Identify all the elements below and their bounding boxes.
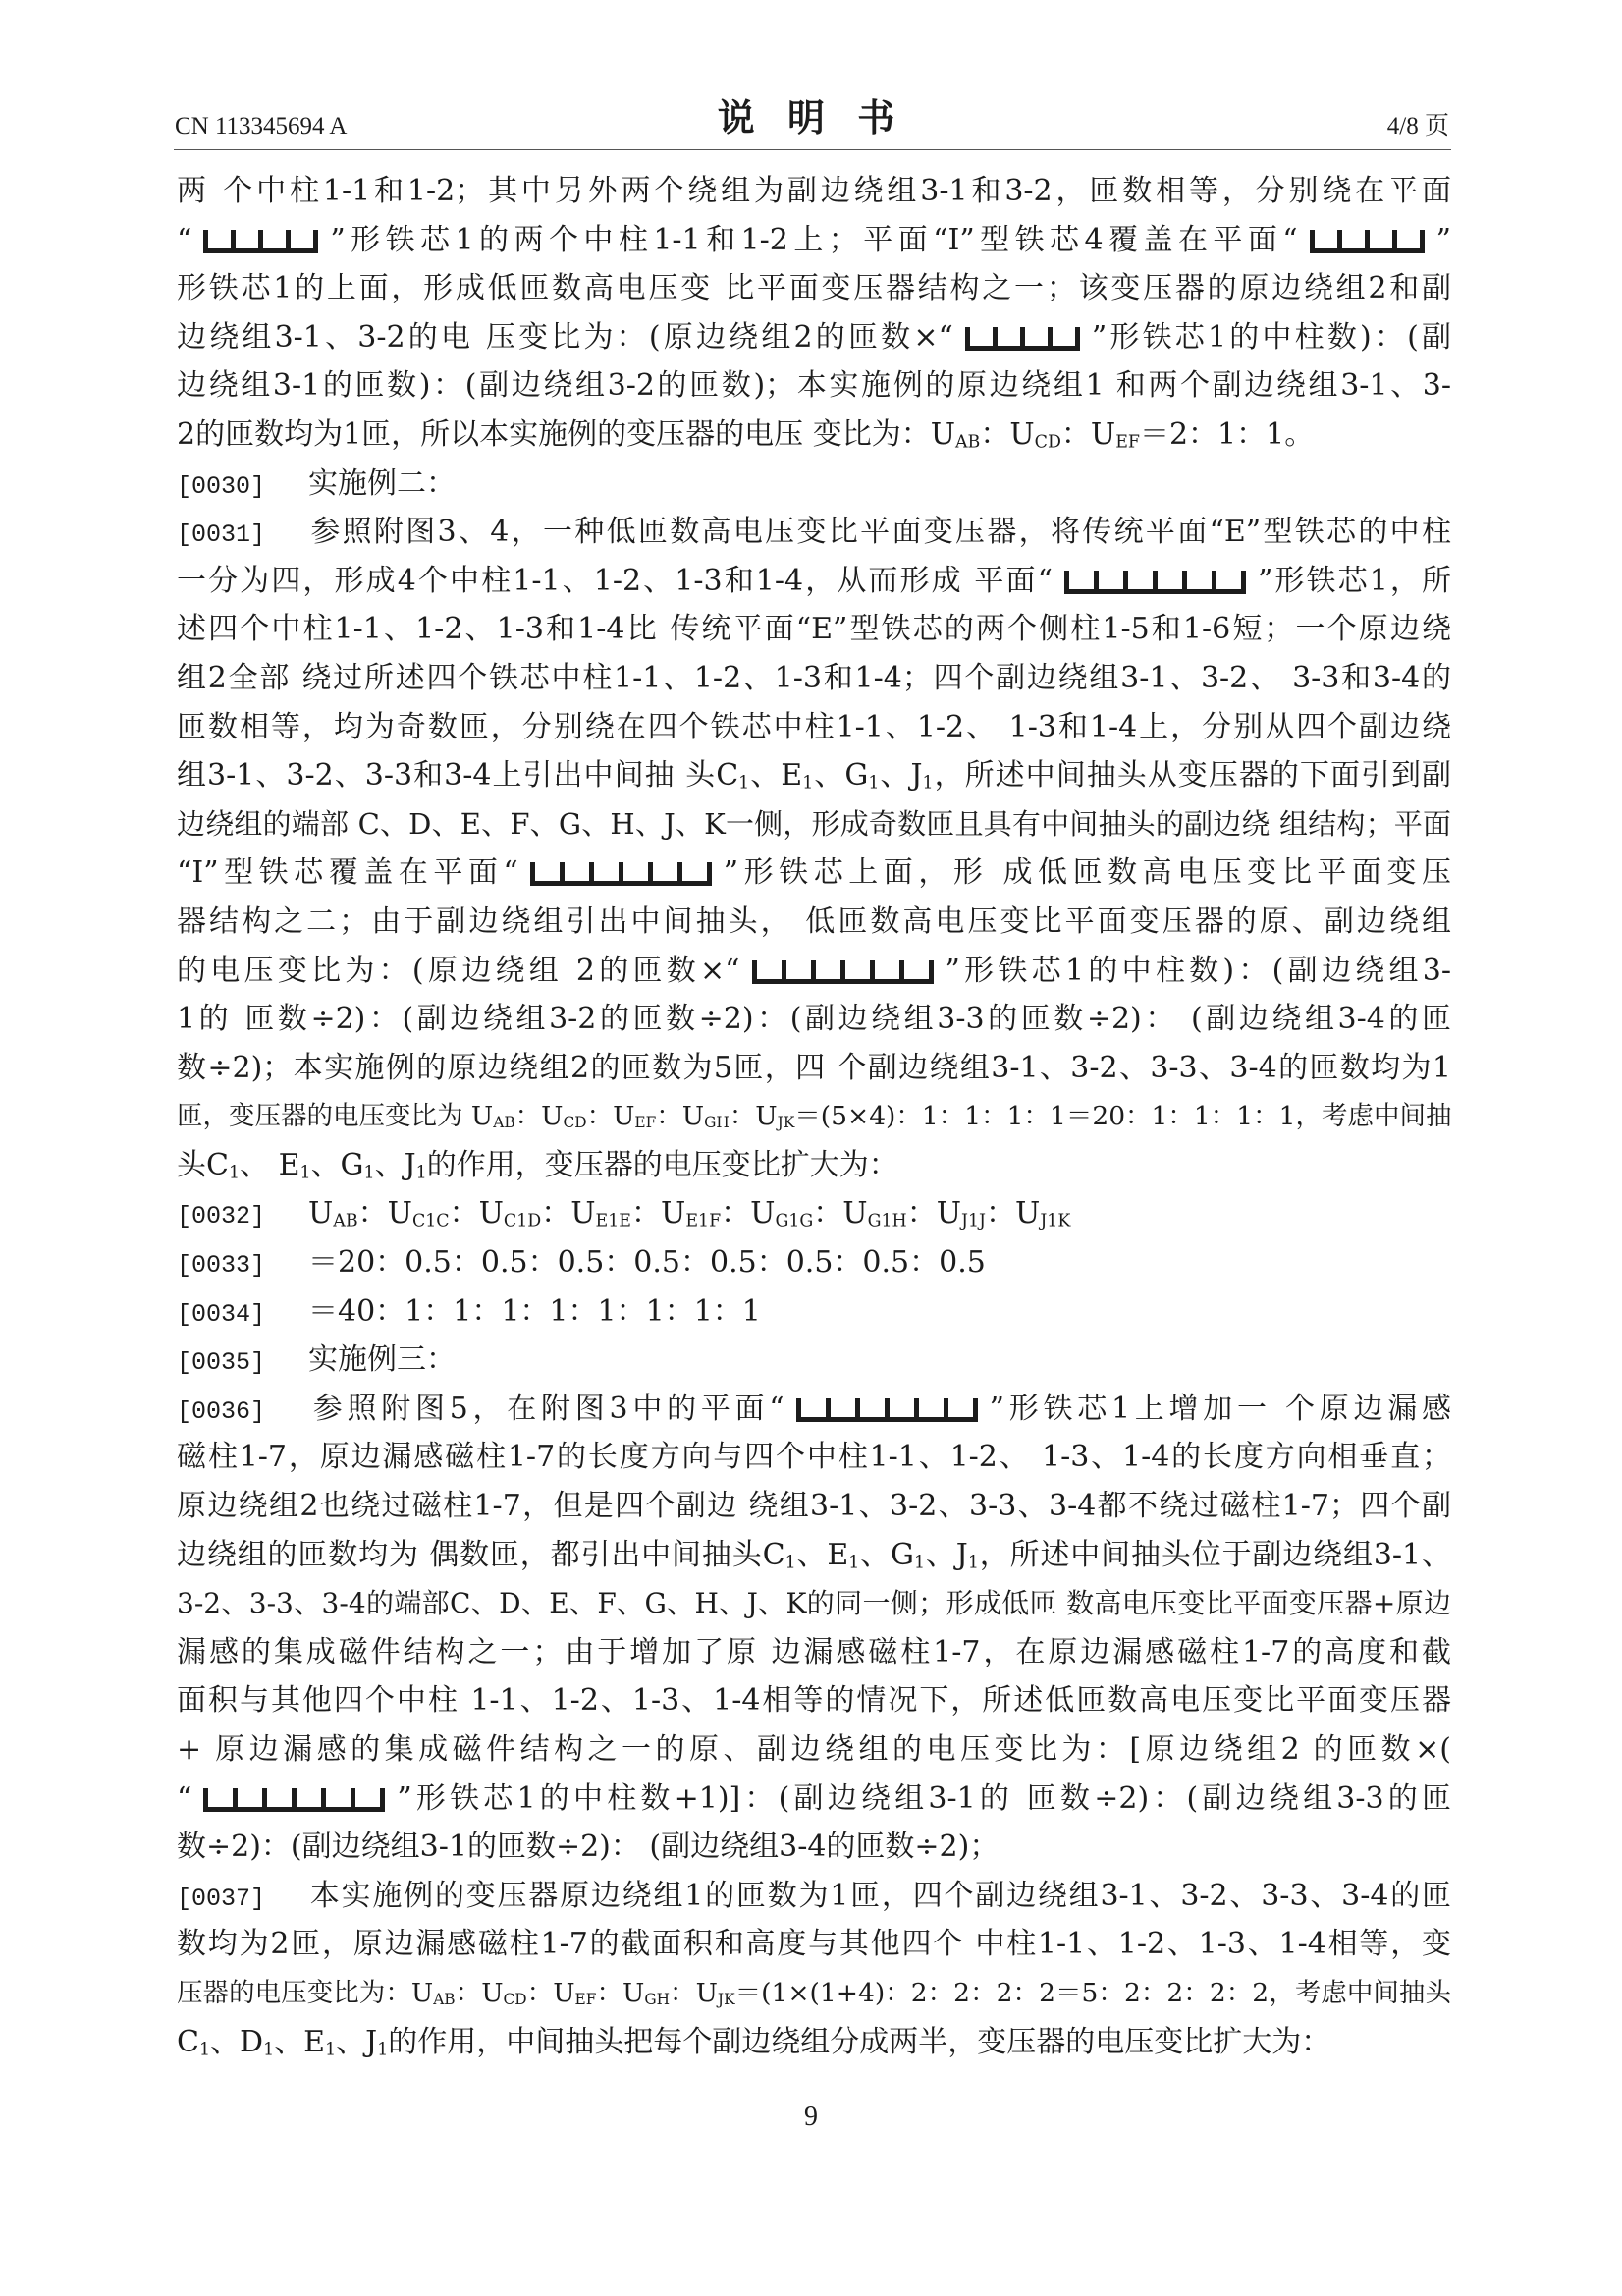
text-run: 、 E [240,1147,300,1182]
text-run: ”形铁芯1上增加一 个原边漏感 [989,1391,1451,1426]
text-run: 3-2、3-3、3-4的端部C、D、E、F、G、H、J、K的同一侧；形成低匝 数高电压变比平面变压器+原边 [177,1587,1451,1620]
text-run: 2的匝数均为1匝，所以本实施例的变压器的电压 变比为：U [177,416,955,452]
text-line [177,947,1451,996]
text-run: ”形铁芯1的中柱数+1)]：(副边绕组3-1的 匝数÷2)：(副边绕组3-3的匝 [397,1780,1451,1816]
text-line [177,1872,1451,1921]
text-line [177,1676,1451,1725]
text-run: 原边绕组2也绕过磁柱1-7，但是四个副边 绕组3-1、3-2、3-3、3-4都不绕过磁柱1-7；四个副 [177,1489,1451,1524]
text-line [177,1189,1451,1238]
subscript: 1 [377,2040,389,2060]
text-line [177,167,1451,216]
text-run: 、G [813,758,869,793]
paragraph [177,1385,1451,1872]
subscript: C1D [503,1211,542,1231]
header-rule [174,149,1451,150]
core-shape-long-icon [203,1788,385,1812]
subscript: EF [574,1991,597,2009]
text-run: ：U [1060,416,1116,452]
text-run: U [308,1196,334,1231]
text-run: ”形铁芯上面，形 成低匝数高电压变比平面变压 [723,855,1451,891]
text-run: 的作用，中间抽头把每个副边绕组分成两半，变压器的电压变比扩大为： [388,2024,1331,2059]
core-shape-long-icon [1064,571,1246,594]
paragraph-number: [0030] [177,471,266,501]
subscript: GH [704,1114,730,1132]
subscript: 1 [784,1553,796,1573]
text-run: ＝(5×4)：1：1：1：1＝20：1：1：1：1，考虑中间抽 [794,1101,1452,1132]
text-run: “ [177,1780,192,1816]
text-run: 数均为2匝，原边漏感磁柱1-7的截面积和高度与其他四个 中柱1-1、1-2、1-3、1-4相等，变 [177,1927,1451,1962]
subscript: 1 [868,773,880,793]
page-title: 说 明 书 [717,95,905,139]
text-run: 一分为四，形成4个中柱1-1、1-2、1-3和1-4，从而形成 平面“ [177,563,1053,598]
text-run: ，所述中间抽头从变压器的下面引到副 [933,758,1452,793]
subscript: 1 [967,1553,979,1573]
document-body [177,167,1451,2066]
text-line [177,313,1451,362]
text-run: 、E [749,758,803,793]
paragraph [177,460,1451,509]
text-run: ：U [980,416,1035,452]
text-run: ”形铁芯1的中柱数)：(副边绕组3- [945,953,1451,988]
subscript: J1K [1040,1211,1071,1231]
text-line [177,1092,1451,1141]
subscript: 1 [802,773,814,793]
text-run: ：U [586,1101,635,1132]
text-run: ＝(1×(1+4)：2：2：2：2＝5：2：2：2：2，考虑中间抽头 [734,1977,1451,2008]
text-line [177,1920,1451,1969]
page-counter: 4/8 页 [1386,113,1449,139]
core-shape-short-icon [1310,230,1425,253]
text-run: 参照附图5，在附图3中的平面“ [308,1391,784,1426]
text-run: 述四个中柱1-1、1-2、1-3和1-4比 传统平面“E”型铁芯的两个侧柱1-5和1-6短；一个原边绕 [177,612,1451,647]
text-line [177,1531,1451,1580]
text-run: ：U [596,1977,645,2008]
text-run: 面积与其他四个中柱 1-1、1-2、1-3、1-4相等的情况下，所述低匝数高电压变比平面变压器 [177,1683,1451,1719]
subscript: 1 [922,773,934,793]
text-run: ：U [906,1196,962,1231]
subscript: CD [563,1114,587,1132]
subscript: 1 [299,1163,311,1183]
text-run: 压器的电压变比为：U [177,1977,434,2008]
subscript: EF [634,1114,657,1132]
text-run: 形铁芯1的上面，形成低匝数高电压变 比平面变压器结构之一；该变压器的原边绕组2和副 [177,271,1451,306]
text-run: 数÷2)：(副边绕组3-1的匝数÷2)： (副边绕组3-4的匝数÷2)； [177,1830,1000,1865]
text-run: 边绕组3-1、3-2的电 压变比为：(原边绕组2的匝数×“ [177,319,953,355]
paragraph [177,1287,1451,1337]
text-run: ：U [449,1196,504,1231]
text-line [177,995,1451,1044]
text-run: ：U [455,1977,504,2008]
core-shape-long-icon [530,862,712,886]
text-run: ：U [357,1196,412,1231]
text-run: 、J [925,1537,968,1572]
paragraph-number: [0031] [177,520,266,550]
text-line [177,1482,1451,1531]
text-run: “ [177,222,192,257]
text-run: 器结构之二；由于副边绕组引出中间抽头， 低匝数高电压变比平面变压器的原、副边绕组 [177,903,1451,939]
text-run: 组3-1、3-2、3-3和3-4上引出中间抽 头C [177,758,739,793]
text-line [177,1385,1451,1434]
text-line [177,1628,1451,1677]
text-run: ＝2：1：1。 [1139,416,1315,452]
text-run: 边绕组3-1的匝数)：(副边绕组3-2的匝数)；本实施例的原边绕组1 和两个副边绕组3-1、3- [177,368,1451,404]
text-run: 实施例二： [308,465,456,501]
paragraph-number: [0032] [177,1202,266,1231]
text-line [177,1336,1451,1385]
text-line [177,264,1451,313]
paragraph-number: [0033] [177,1251,266,1281]
subscript: J1J [961,1211,987,1231]
text-run: 组2全部 绕过所述四个铁芯中柱1-1、1-2、1-3和1-4；四个副边绕组3-1、3-2、 3-3和3-4的 [177,660,1451,695]
text-run: 实施例三： [308,1342,456,1378]
text-run: “I”型铁芯覆盖在平面“ [177,855,518,891]
subscript: AB [955,432,981,453]
text-line [177,654,1451,703]
subscript: AB [433,1991,456,2009]
text-line [177,460,1451,509]
text-run: 边绕组的匝数均为 偶数匝，都引出中间抽头C [177,1537,785,1572]
subscript: E1F [685,1211,722,1231]
text-run: 、J [336,2024,378,2059]
text-run: 、E [795,1537,849,1572]
text-run: 匝，变压器的电压变比为 U [177,1101,494,1132]
subscript: JK [717,1991,735,2009]
text-run: ” [1435,222,1451,257]
page-number: 9 [804,2102,818,2132]
text-run: 数÷2)；本实施例的原边绕组2的匝数为5匝，四 个副边绕组3-1、3-2、3-3、3-4的匝数均为1 [177,1050,1451,1085]
text-run: ：U [813,1196,868,1231]
subscript: JK [777,1114,795,1132]
text-run: ：U [729,1101,778,1132]
text-line [177,557,1451,606]
text-run: ”形铁芯1，所 [1257,563,1451,598]
text-line [177,2018,1451,2067]
text-run: ”形铁芯1的两个中柱1-1和1-2上；平面“I”型铁芯4覆盖在平面“ [330,222,1298,257]
text-line [177,1433,1451,1482]
text-run: 边绕组的端部 C、D、E、F、G、H、J、K一侧，形成奇数匝且具有中间抽头的副边绕 组结构；平面 [177,806,1451,841]
text-run: 、D [210,2024,264,2059]
publication-number: CN 113345694 A [175,113,348,139]
text-run: 的电压变比为：(原边绕组 2的匝数×“ [177,953,740,988]
text-run: ：U [986,1196,1041,1231]
text-run: ＝20：0.5：0.5：0.5：0.5：0.5：0.5：0.5：0.5 [308,1245,986,1281]
subscript: 1 [198,2040,211,2060]
text-line [177,508,1451,557]
text-line [177,1823,1451,1872]
subscript: 1 [914,1553,926,1573]
text-run: 1的 匝数÷2)：(副边绕组3-2的匝数÷2)：(副边绕组3-3的匝数÷2)： (副边绕组3-4的匝 [177,1002,1451,1037]
text-run: 头C [177,1147,229,1182]
text-line [177,605,1451,654]
paragraph [177,1238,1451,1287]
text-line [177,1141,1451,1190]
paragraph-number: [0035] [177,1348,266,1378]
subscript: E1E [595,1211,632,1231]
text-line [177,410,1451,460]
text-line [177,216,1451,265]
text-run: 、E [274,2024,326,2059]
text-run: ：U [541,1196,596,1231]
text-run: 、J [879,758,923,793]
text-run: 匝数相等，均为奇数匝，分别绕在四个铁芯中柱1-1、1-2、 1-3和1-4上，分别从四个副边绕 [177,709,1451,744]
text-run: ：U [721,1196,776,1231]
paragraph [177,508,1451,1189]
paragraph [177,1872,1451,2066]
text-run: ：U [514,1101,564,1132]
text-run: 参照附图3、4，一种低匝数高电压变比平面变压器，将传统平面“E”型铁芯的中柱 [308,515,1451,550]
text-line [177,1775,1451,1824]
core-shape-long-icon [752,960,934,984]
paragraph-number: [0034] [177,1299,266,1329]
text-run: ：U [526,1977,575,2008]
core-shape-short-icon [203,230,318,253]
text-line [177,751,1451,800]
subscript: G1H [867,1211,907,1231]
subscript: 1 [263,2040,275,2060]
text-line [177,800,1451,849]
subscript: 1 [848,1553,860,1573]
text-line [177,1969,1451,2018]
text-line [177,1579,1451,1628]
subscript: 1 [738,773,750,793]
subscript: 1 [325,2040,337,2060]
text-run: + 原边漏感的集成磁件结构之一的原、副边绕组的电压变比为：[原边绕组2 的匝数×( [177,1732,1451,1767]
paragraph-number: [0037] [177,1884,266,1913]
core-shape-long-icon [796,1398,978,1422]
text-run: 、G [310,1147,364,1182]
text-line [177,898,1451,947]
text-run: 两 个中柱1-1和1-2；其中另外两个绕组为副边绕组3-1和3-2，匝数相等，分别绕在平面 [177,174,1451,208]
subscript: AB [333,1211,358,1231]
paragraph-number: [0036] [177,1396,266,1426]
paragraph [177,1189,1451,1238]
paragraph [177,167,1451,460]
text-run: 的作用，变压器的电压变比扩大为： [426,1147,898,1182]
text-line [177,703,1451,752]
text-run: 、J [374,1147,416,1182]
text-run: ”形铁芯1的中柱数)：(副 [1091,319,1452,355]
text-run: ，所述中间抽头位于副边绕组3-1、 [978,1537,1451,1572]
text-run: ：U [670,1977,718,2008]
text-run: ：U [656,1101,705,1132]
text-line [177,361,1451,410]
subscript: CD [1034,432,1061,453]
subscript: G1G [775,1211,814,1231]
subscript: 1 [363,1163,375,1183]
text-run: 漏感的集成磁件结构之一；由于增加了原 边漏感磁柱1-7，在原边漏感磁柱1-7的高度和截 [177,1634,1451,1669]
text-line [177,1287,1451,1337]
subscript: 1 [415,1163,427,1183]
subscript: 1 [228,1163,241,1183]
text-line [177,848,1451,898]
text-run: ＝40：1：1：1：1：1：1：1：1 [308,1293,761,1329]
core-shape-short-icon [965,327,1080,351]
text-line [177,1044,1451,1093]
text-line [177,1725,1451,1775]
paragraph [177,1336,1451,1385]
text-line [177,1238,1451,1287]
subscript: GH [644,1991,670,2009]
text-run: 、G [859,1537,914,1572]
text-run: ：U [631,1196,686,1231]
subscript: AB [493,1114,515,1132]
subscript: C1C [411,1211,450,1231]
subscript: CD [503,1991,527,2009]
text-run: 磁柱1-7，原边漏感磁柱1-7的长度方向与四个中柱1-1、1-2、 1-3、1-4的长度方向相垂直； [177,1440,1451,1475]
text-run: 本实施例的变压器原边绕组1的匝数为1匝，四个副边绕组3-1、3-2、3-3、3-4的匝 [308,1878,1451,1913]
text-run: C [177,2024,199,2059]
subscript: EF [1115,432,1140,453]
